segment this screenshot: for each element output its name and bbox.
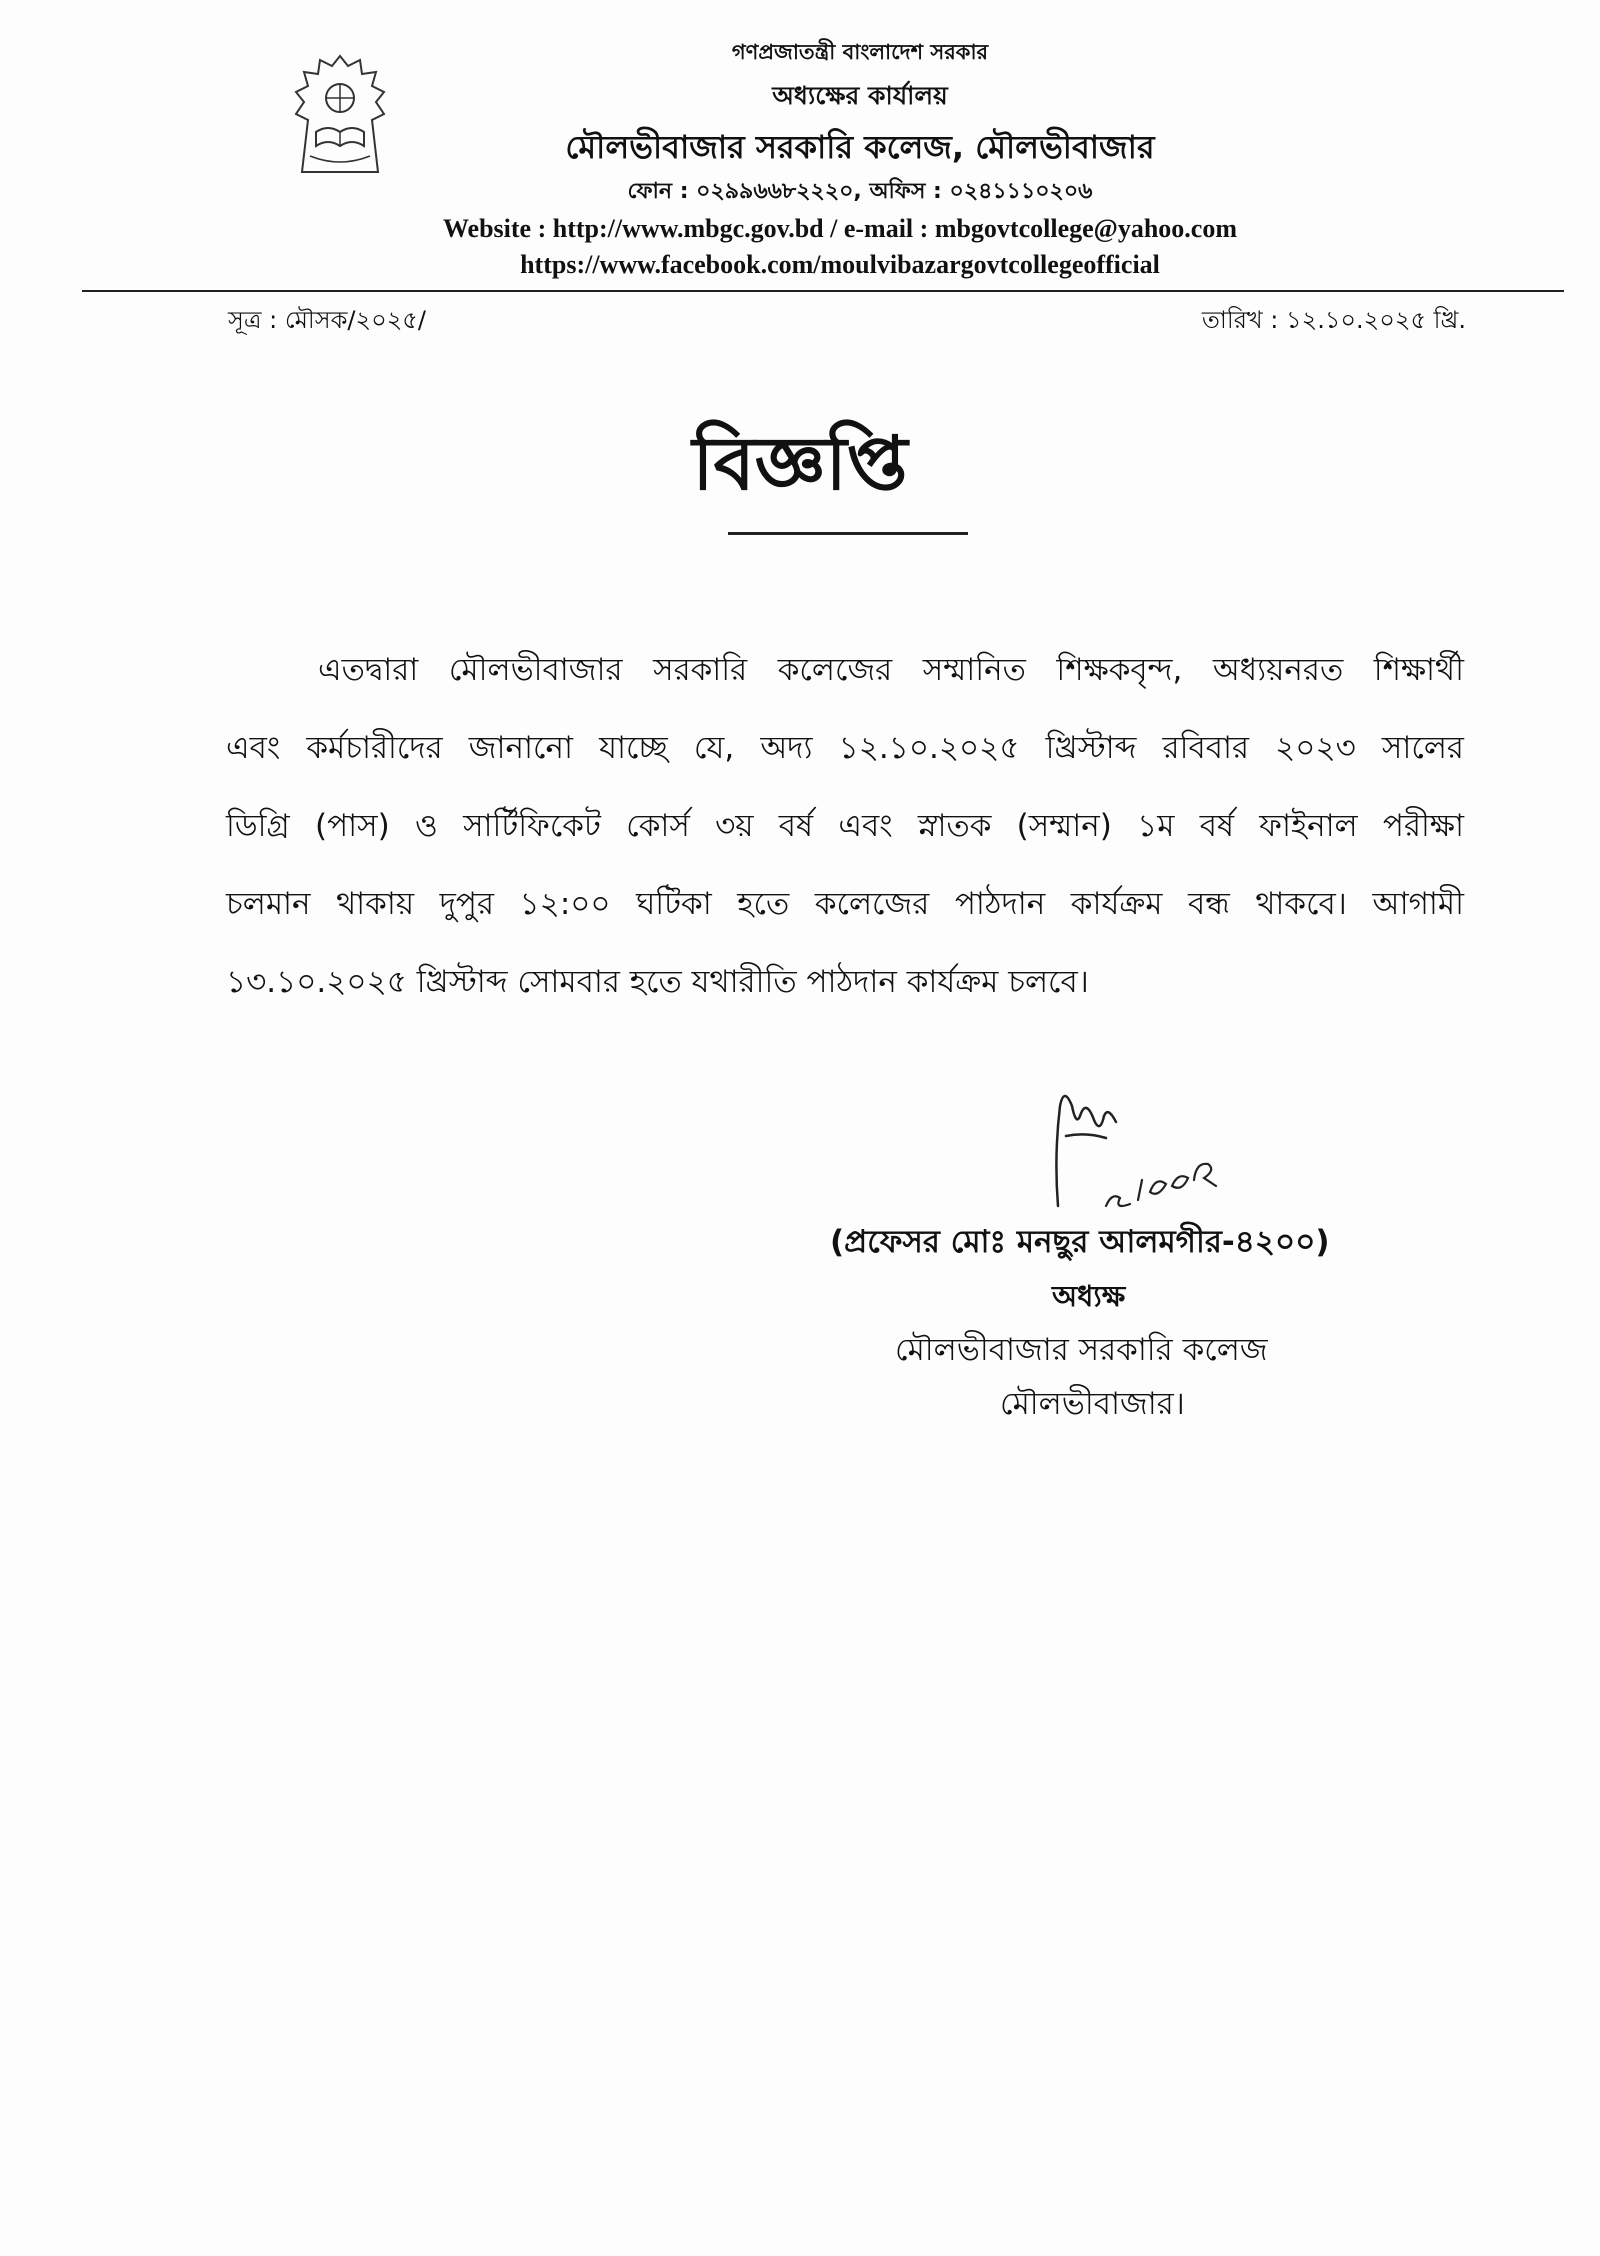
notice-title: বিজ্ঞপ্তি (692, 421, 908, 507)
signatory-name: (প্রফেসর মোঃ মনছুর আলমগীর-৪২০০) (830, 1224, 1330, 1260)
notice-date: তারিখ : ১২.১০.২০২৫ খ্রি. (1201, 306, 1466, 334)
facebook-line: https://www.facebook.com/moulvibazargovtcollegeofficial (520, 250, 1160, 279)
body-line-1: এতদ্বারা মৌলভীবাজার সরকারি কলেজের সম্মানিত শিক্ষকবৃন্দ, অধ্যয়নরত শিক্ষার্থী (318, 652, 1464, 688)
body-line-5: ১৩.১০.২০২৫ খ্রিস্টাব্দ সোমবার হতে যথারীতি পাঠদান কার্যক্রম চলবে। (226, 964, 1089, 1000)
phone-line: ফোন : ০২৯৯৬৬৮২২২০, অফিস : ০২৪১১১০২০৬ (627, 179, 1093, 204)
body-line-3: ডিগ্রি (পাস) ও সার্টিফিকেট কোর্স ৩য় বর্ষ এবং স্নাতক (সম্মান) ১ম বর্ষ ফাইনাল পরীক্ষা (226, 808, 1464, 844)
signatory-place: মৌলভীবাজার। (1000, 1386, 1185, 1422)
website-email-line: Website : http://www.mbgc.gov.bd / e-mail : mbgovtcollege@yahoo.com (442, 214, 1237, 243)
office-name: অধ্যক্ষের কার্যালয় (772, 81, 948, 110)
reference-number: সূত্র : মৌসক/২০২৫/ (228, 306, 426, 334)
signatory-designation: অধ্যক্ষ (1052, 1279, 1126, 1313)
body-line-2: এবং কর্মচারীদের জানানো যাচ্ছে যে, অদ্য ১২.১০.২০২৫ খ্রিস্টাব্দ রবিবার ২০২৩ সালের (226, 730, 1464, 766)
letterhead-divider (82, 290, 1564, 292)
handwritten-signature (1046, 1076, 1246, 1226)
signatory-college: মৌলভীবাজার সরকারি কলেজ (895, 1332, 1268, 1368)
body-line-4: চলমান থাকায় দুপুর ১২:০০ ঘটিকা হতে কলেজের পাঠদান কার্যক্রম বন্ধ থাকবে। আগামী (226, 886, 1464, 922)
college-name: মৌলভীবাজার সরকারি কলেজ, মৌলভীবাজার (565, 128, 1155, 166)
government-name: গণপ্রজাতন্ত্রী বাংলাদেশ সরকার (731, 40, 989, 64)
title-underline (728, 532, 968, 535)
